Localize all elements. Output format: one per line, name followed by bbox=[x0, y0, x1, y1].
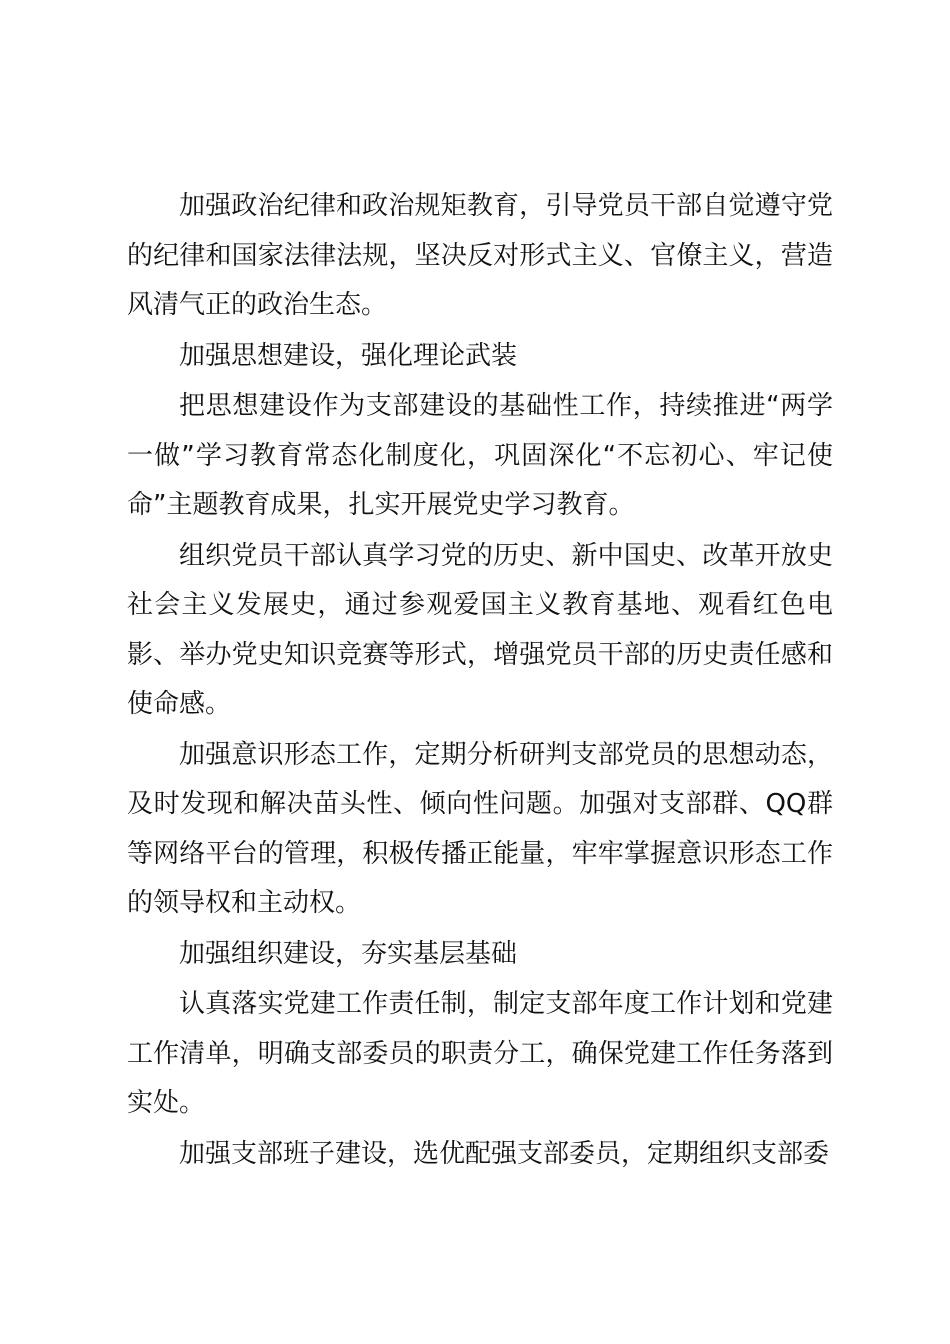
heading-ideological-building: 加强思想建设，强化理论武装 bbox=[179, 340, 518, 371]
paragraph-ideology-work: 加强意识形态工作，定期分析研判支部党员的思想动态，及时发现和解决苗头性、倾向性问题。加强对支部群、QQ群等网络平台的管理，积极传播正能量，牢牢掌握意识形态工作的领导权和主动权。 bbox=[127, 739, 833, 918]
paragraph-ideological-foundation: 把思想建设作为支部建设的基础性工作，持续推进“两学一做”学习教育常态化制度化，巩固深化“不忘初心、牢记使命”主题教育成果，扎实开展党史学习教育。 bbox=[127, 391, 833, 520]
document-body bbox=[127, 182, 833, 1180]
paragraph-responsibility-system: 认真落实党建工作责任制，制定支部年度工作计划和党建工作清单，明确支部委员的职责分工，确保党建工作任务落到实处。 bbox=[127, 989, 833, 1118]
paragraph-history-study: 组织党员干部认真学习党的历史、新中国史、改革开放史社会主义发展史，通过参观爱国主义教育基地、观看红色电影、举办党史知识竞赛等形式，增强党员干部的历史责任感和使命感。 bbox=[127, 540, 833, 719]
paragraph-discipline-education: 加强政治纪律和政治规矩教育，引导党员干部自觉遵守党的纪律和国家法律法规，坚决反对形式主义、官僚主义，营造风清气正的政治生态。 bbox=[127, 191, 833, 320]
paragraph-branch-team-building: 加强支部班子建设，选优配强支部委员，定期组织支部委 bbox=[179, 1138, 830, 1169]
heading-organization-building: 加强组织建设，夯实基层基础 bbox=[179, 938, 518, 969]
